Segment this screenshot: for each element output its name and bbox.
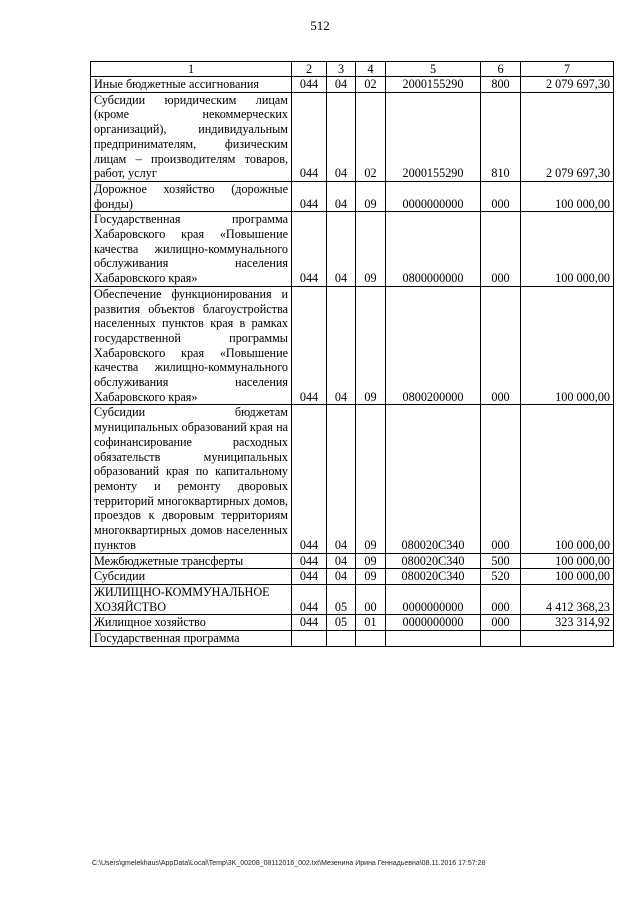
cell-admin-code: 044	[292, 553, 327, 569]
footer-file-path: C:\Users\gmelekhaus\AppData\Local\Temp\3K_00208_08112016_002.txt\Мезенина Ирина Геннадьевна\08.11.2016 17:57:28	[92, 860, 486, 867]
cell-amount: 100 000,00	[521, 212, 614, 287]
cell-target-article: 0800200000	[386, 286, 481, 405]
cell-amount: 100 000,00	[521, 553, 614, 569]
cell-admin-code: 044	[292, 212, 327, 287]
table-row	[91, 77, 614, 93]
header-row	[91, 62, 614, 77]
cell-admin-code: 044	[292, 584, 327, 614]
cell-name: Дорожное хозяйство (дорожные фонды)	[91, 181, 292, 211]
cell-subsection: 09	[356, 286, 386, 405]
table-row	[91, 615, 614, 631]
cell-amount: 100 000,00	[521, 405, 614, 553]
cell-target-article	[386, 631, 481, 647]
cell-expense-type: 000	[481, 405, 521, 553]
cell-subsection: 09	[356, 553, 386, 569]
cell-amount: 100 000,00	[521, 286, 614, 405]
cell-expense-type: 000	[481, 286, 521, 405]
cell-section: 04	[327, 553, 356, 569]
cell-section: 04	[327, 212, 356, 287]
cell-section	[327, 631, 356, 647]
cell-section: 05	[327, 584, 356, 614]
cell-subsection: 09	[356, 405, 386, 553]
cell-expense-type: 500	[481, 553, 521, 569]
cell-admin-code: 044	[292, 615, 327, 631]
cell-expense-type: 000	[481, 212, 521, 287]
cell-subsection: 00	[356, 584, 386, 614]
cell-expense-type: 810	[481, 92, 521, 181]
cell-target-article: 080020С340	[386, 553, 481, 569]
header-cell-2: 2	[292, 62, 327, 77]
cell-subsection: 02	[356, 77, 386, 93]
cell-admin-code	[292, 631, 327, 647]
cell-admin-code: 044	[292, 286, 327, 405]
cell-section: 04	[327, 77, 356, 93]
cell-subsection	[356, 631, 386, 647]
cell-admin-code: 044	[292, 569, 327, 585]
cell-expense-type: 800	[481, 77, 521, 93]
table-row	[91, 405, 614, 553]
cell-target-article: 2000155290	[386, 92, 481, 181]
cell-section: 04	[327, 181, 356, 211]
table-row	[91, 631, 614, 647]
cell-amount	[521, 631, 614, 647]
cell-amount: 2 079 697,30	[521, 77, 614, 93]
cell-expense-type: 000	[481, 615, 521, 631]
cell-subsection: 09	[356, 212, 386, 287]
cell-name: Субсидии юридическим лицам (кроме некоммерческих организаций), индивидуальным предпринимателям, физическим лицам – производителям товаров, работ, услуг	[91, 92, 292, 181]
cell-target-article: 2000155290	[386, 77, 481, 93]
cell-subsection: 09	[356, 569, 386, 585]
cell-target-article: 080020С340	[386, 569, 481, 585]
table-row	[91, 181, 614, 211]
cell-name: Иные бюджетные ассигнования	[91, 77, 292, 93]
table-row	[91, 569, 614, 585]
cell-expense-type: 000	[481, 584, 521, 614]
cell-expense-type: 520	[481, 569, 521, 585]
table-row	[91, 212, 614, 287]
header-cell-6: 6	[481, 62, 521, 77]
header-cell-1: 1	[91, 62, 292, 77]
cell-name: Государственная программа Хабаровского края «Повышение качества жилищно-коммунального обслуживания населения Хабаровского края»	[91, 212, 292, 287]
cell-section: 05	[327, 615, 356, 631]
cell-name: Государственная программа	[91, 631, 292, 647]
cell-amount: 4 412 368,23	[521, 584, 614, 614]
table-row	[91, 553, 614, 569]
cell-subsection: 01	[356, 615, 386, 631]
header-cell-3: 3	[327, 62, 356, 77]
header-cell-5: 5	[386, 62, 481, 77]
cell-target-article: 0000000000	[386, 584, 481, 614]
cell-target-article: 0000000000	[386, 181, 481, 211]
cell-name: Межбюджетные трансферты	[91, 553, 292, 569]
cell-subsection: 02	[356, 92, 386, 181]
cell-section: 04	[327, 286, 356, 405]
cell-admin-code: 044	[292, 181, 327, 211]
cell-name: Жилищное хозяйство	[91, 615, 292, 631]
cell-admin-code: 044	[292, 77, 327, 93]
cell-target-article: 0000000000	[386, 615, 481, 631]
cell-expense-type	[481, 631, 521, 647]
cell-target-article: 080020С340	[386, 405, 481, 553]
table-row	[91, 584, 614, 614]
cell-target-article: 0800000000	[386, 212, 481, 287]
cell-expense-type: 000	[481, 181, 521, 211]
cell-amount: 100 000,00	[521, 181, 614, 211]
cell-name: Субсидии	[91, 569, 292, 585]
cell-section: 04	[327, 569, 356, 585]
cell-name: Субсидии бюджетам муниципальных образований края на софинансирование расходных обязательств муниципальных образований края по капитальному ремонту и ремонту дворовых территорий многоквартирных домов, проездов к дворовым территориям многоквартирных домов населенных пунктов	[91, 405, 292, 553]
header-cell-4: 4	[356, 62, 386, 77]
table-row	[91, 92, 614, 181]
header-cell-7: 7	[521, 62, 614, 77]
cell-amount: 100 000,00	[521, 569, 614, 585]
cell-name: ЖИЛИЩНО-КОММУНАЛЬНОЕ ХОЗЯЙСТВО	[91, 584, 292, 614]
cell-name: Обеспечение функционирования и развития объектов благоустройства населенных пунктов края в рамках государственной программы Хабаровского края «Повышение качества жилищно-коммунального обслуживания населения Хабаровского края»	[91, 286, 292, 405]
cell-section: 04	[327, 92, 356, 181]
cell-section: 04	[327, 405, 356, 553]
budget-table	[90, 61, 614, 647]
cell-amount: 2 079 697,30	[521, 92, 614, 181]
cell-subsection: 09	[356, 181, 386, 211]
cell-admin-code: 044	[292, 405, 327, 553]
cell-amount: 323 314,92	[521, 615, 614, 631]
table-row	[91, 286, 614, 405]
page-number: 512	[310, 18, 330, 33]
cell-admin-code: 044	[292, 92, 327, 181]
